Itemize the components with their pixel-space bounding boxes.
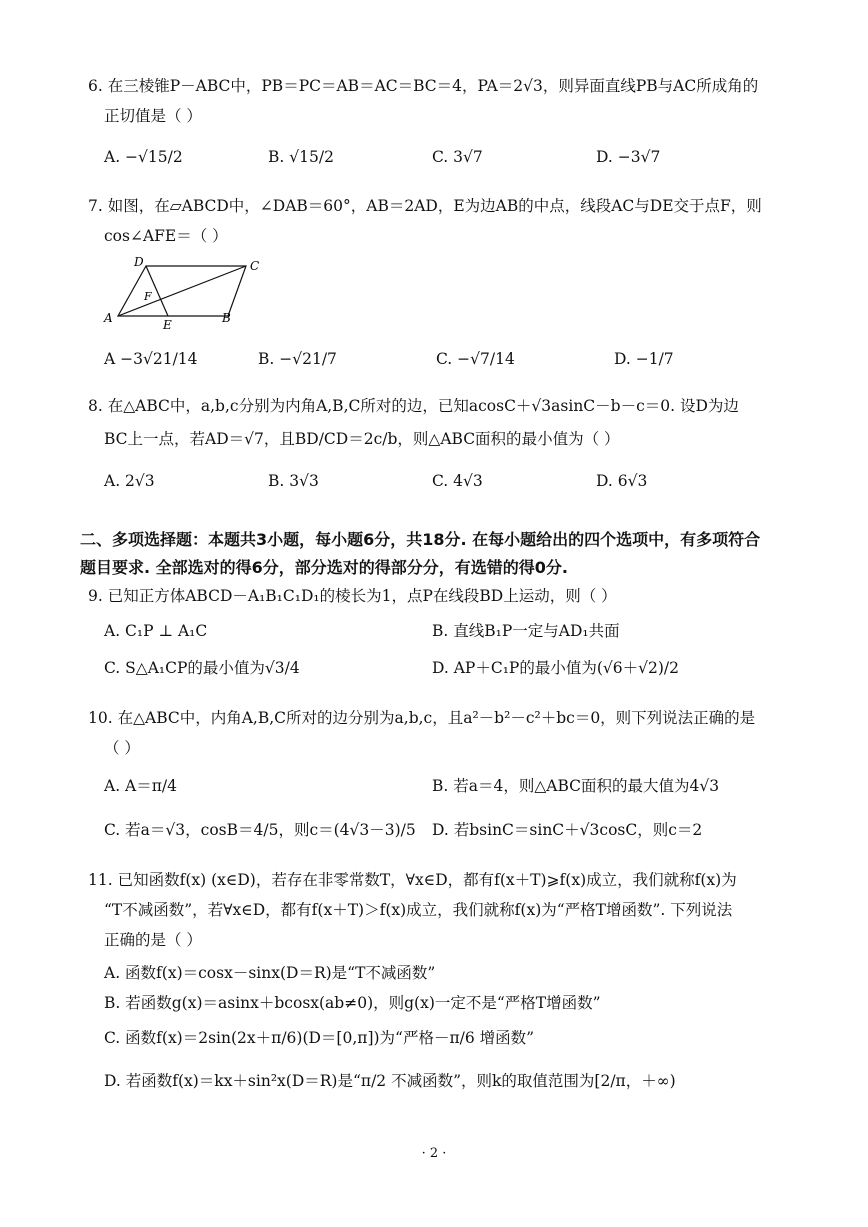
q8-option-c: C. 4√3: [432, 472, 483, 490]
section2-heading-line2: 题目要求. 全部选对的得6分，部分选对的得部分分，有选错的得0分.: [80, 558, 568, 577]
q10-option-c: C. 若a＝√3，cosB＝4/5，则c＝(4√3－3)/5: [104, 821, 416, 839]
q11-option-d: D. 若函数f(x)＝kx＋sin²x(D＝R)是“π/2 不减函数”，则k的取值范围为[2/π，＋∞): [104, 1072, 676, 1090]
q10-line1: 10. 在△ABC中，内角A,B,C所对的边分别为a,b,c，且a²－b²－c²＋bc＝0，则下列说法正确的是: [88, 709, 756, 727]
q7-option-b: B. −√21/7: [258, 350, 337, 368]
q7-option-c: C. −√7/14: [436, 350, 515, 368]
label-a: A: [104, 311, 113, 325]
q8-option-b: B. 3√3: [268, 472, 319, 490]
label-c: C: [250, 259, 260, 273]
q6-line2: 正切值是（ ）: [104, 107, 202, 125]
q6-line1: 6. 在三棱锥P－ABC中，PB＝PC＝AB＝AC＝BC＝4，PA＝2√3，则异面直线PB与AC所成角的: [88, 77, 759, 95]
q10-option-b: B. 若a＝4，则△ABC面积的最大值为4√3: [432, 777, 720, 795]
q11-option-b: B. 若函数g(x)＝asinx＋bcosx(ab≠0)，则g(x)一定不是“严格T增函数”: [104, 994, 601, 1012]
q8-line1: 8. 在△ABC中，a,b,c分别为内角A,B,C所对的边，已知acosC＋√3asinC－b－c＝0. 设D为边: [88, 397, 739, 415]
q11-line1: 11. 已知函数f(x) (x∈D)，若存在非零常数T，∀x∈D，都有f(x＋T)⩾f(x)成立，我们就称f(x)为: [88, 871, 737, 889]
q6-option-d: D. −3√7: [596, 148, 661, 166]
section2-heading-line1: 二、多项选择题：本题共3小题，每小题6分，共18分. 在每小题给出的四个选项中，有多项符合: [80, 530, 761, 549]
q8-option-d: D. 6√3: [596, 472, 648, 490]
q9-option-c: C. S△A₁CP的最小值为√3/4: [104, 659, 300, 677]
label-f: F: [144, 290, 152, 303]
label-e: E: [163, 318, 172, 332]
q9-option-d: D. AP＋C₁P的最小值为(√6＋√2)/2: [432, 659, 680, 677]
q11-line2: “T不减函数”，若∀x∈D，都有f(x＋T)＞f(x)成立，我们就称f(x)为“严格T增函数”. 下列说法: [104, 901, 733, 919]
q10-option-a: A. A＝π/4: [104, 777, 178, 795]
q6-option-c: C. 3√7: [432, 148, 483, 166]
q11-line3: 正确的是（ ）: [104, 931, 202, 949]
q10-option-d: D. 若bsinC＝sinC＋√3cosC，则c＝2: [432, 821, 703, 839]
q9-option-b: B. 直线B₁P一定与AD₁共面: [432, 622, 620, 640]
q10-line2: （ ）: [104, 739, 140, 757]
q6-option-b: B. √15/2: [268, 148, 334, 166]
q8-option-a: A. 2√3: [104, 472, 155, 490]
q7-line1: 7. 如图，在▱ABCD中，∠DAB＝60°，AB＝2AD，E为边AB的中点，线段AC与DE交于点F，则: [88, 197, 762, 215]
q8-line2: BC上一点，若AD＝√7，且BD/CD＝2c/b，则△ABC面积的最小值为（ ）: [104, 430, 620, 448]
label-d: D: [134, 255, 144, 269]
parallelogram-figure: [100, 254, 270, 334]
q7-line2: cos∠AFE＝（ ）: [104, 227, 228, 245]
q11-option-a: A. 函数f(x)＝cosx－sinx(D＝R)是“T不减函数”: [104, 964, 436, 982]
q11-option-c: C. 函数f(x)＝2sin(2x＋π/6)(D＝[0,π])为“严格－π/6 增函数”: [104, 1029, 535, 1047]
q7-option-a: A −3√21/14: [104, 350, 198, 368]
q7-option-d: D. −1/7: [614, 350, 674, 368]
q6-option-a: A. −√15/2: [104, 148, 183, 166]
q9-line1: 9. 已知正方体ABCD－A₁B₁C₁D₁的棱长为1，点P在线段BD上运动，则（ ）: [88, 587, 617, 605]
page-number: · 2 ·: [421, 1146, 447, 1161]
q9-option-a: A. C₁P ⊥ A₁C: [104, 622, 208, 640]
label-b: B: [222, 311, 231, 325]
